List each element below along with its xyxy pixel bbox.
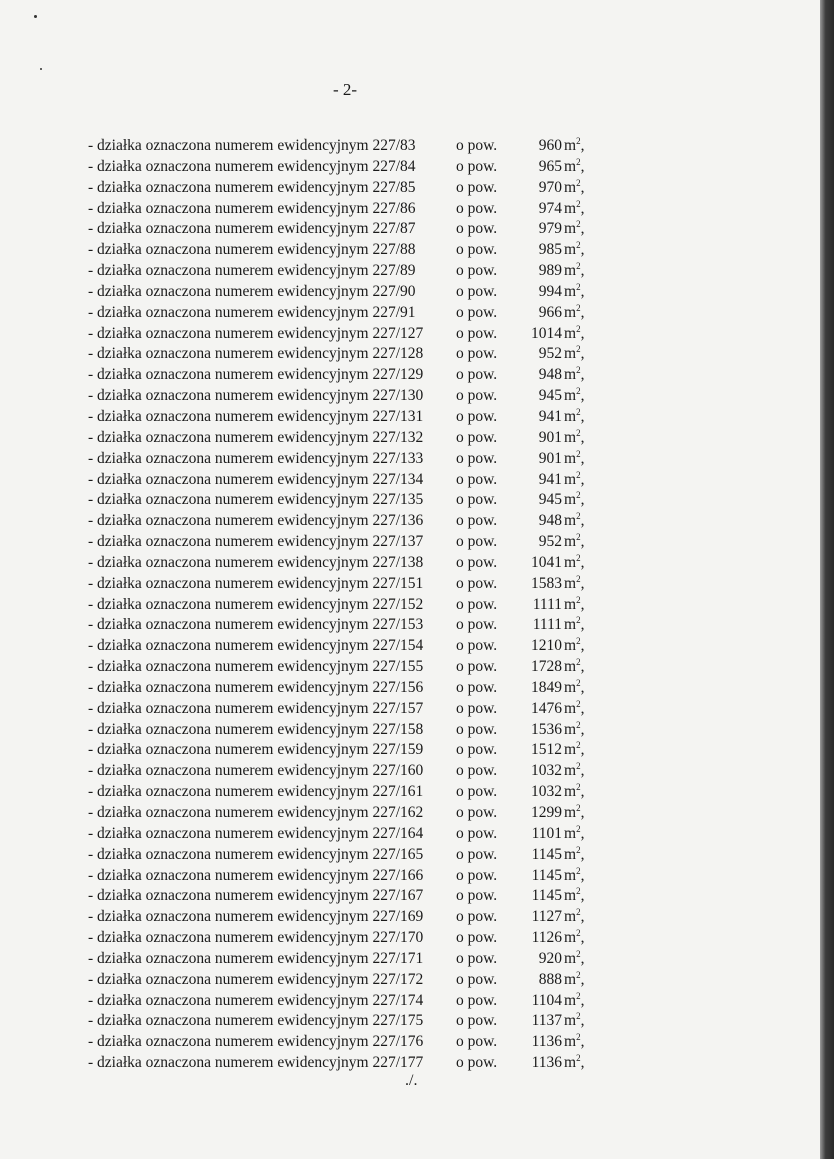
plot-description: - działka oznaczona numerem ewidencyjnym 227/169 [88,908,424,926]
plot-area-value: 945 [538,387,562,405]
plot-area-value: 1145 [531,845,562,863]
plot-area-unit: $m^2$, [564,406,585,425]
plot-row [88,136,584,157]
plot-row [88,595,584,616]
plot-area-label: o pow. [456,345,498,363]
plot-area-unit: $m^2$, [564,698,585,717]
plot-row [88,199,584,220]
plot-area-value: 1041 [531,553,562,571]
plot-area-value: 1512 [531,741,562,759]
plot-area-value: 994 [538,282,562,300]
plot-area-label: o pow. [456,741,498,759]
plot-area-value: 952 [538,345,562,363]
plot-row [88,720,584,741]
plot-area-label: o pow. [456,762,498,780]
plot-area-unit: $m^2$, [564,990,585,1009]
plot-description: - działka oznaczona numerem ewidencyjnym 227/152 [88,595,424,613]
plot-description: - działka oznaczona numerem ewidencyjnym 227/88 [88,241,416,259]
plot-area-unit: $m^2$, [564,219,585,238]
plot-area-label: o pow. [456,949,498,967]
plot-row [88,470,584,491]
plot-area-label: o pow. [456,1012,498,1030]
plot-description: - działka oznaczona numerem ewidencyjnym 227/130 [88,387,424,405]
plot-row [88,1053,584,1074]
plot-area-label: o pow. [456,970,498,988]
plot-area-value: 970 [538,178,562,196]
plot-area-value: 965 [538,157,562,175]
plot-description: - działka oznaczona numerem ewidencyjnym 227/135 [88,491,424,509]
plot-area-unit: $m^2$, [564,136,585,154]
plot-area-label: o pow. [456,678,498,696]
plot-area-label: o pow. [456,1033,498,1051]
plot-area-value: 1111 [532,595,562,613]
plot-row [88,824,584,845]
plot-area-value: 1032 [531,783,562,801]
plot-description: - działka oznaczona numerem ewidencyjnym 227/133 [88,449,424,467]
plot-area-unit: $m^2$, [564,948,585,967]
plot-area-unit: $m^2$, [564,552,585,571]
plot-row [88,886,584,907]
plot-area-unit: $m^2$, [564,886,585,905]
plot-description: - działka oznaczona numerem ewidencyjnym 227/162 [88,804,424,821]
plot-area-value: 1104 [531,991,562,1009]
plot-area-value: 941 [538,470,562,488]
plot-area-unit: $m^2$, [564,761,585,780]
plot-area-unit: $m^2$, [564,844,585,863]
plot-area-label: o pow. [456,804,498,821]
plot-area-unit: $m^2$, [564,198,585,217]
plot-area-label: o pow. [456,178,498,196]
plot-area-value: 1136 [531,1054,562,1072]
plot-area-unit: $m^2$, [564,573,585,592]
plot-area-unit: $m^2$, [564,448,585,467]
plot-area-label: o pow. [456,512,498,530]
plot-description: - działka oznaczona numerem ewidencyjnym 227/85 [88,178,416,196]
plot-row [88,991,584,1012]
plot-row [88,240,584,261]
plot-row [88,636,584,657]
plot-description: - działka oznaczona numerem ewidencyjnym 227/167 [88,887,424,905]
plot-area-unit: $m^2$, [564,677,585,696]
plot-area-unit: $m^2$, [564,344,585,363]
plot-row [88,344,584,365]
plot-area-value: 1536 [531,720,562,738]
plot-description: - działka oznaczona numerem ewidencyjnym 227/138 [88,553,424,571]
plot-area-unit: $m^2$, [564,865,585,884]
plot-area-label: o pow. [456,262,498,280]
plot-row [88,699,584,720]
plot-area-label: o pow. [456,1054,498,1072]
plot-row [88,282,584,303]
plot-row [88,386,584,407]
plot-area-unit: $m^2$, [564,427,585,446]
plot-area-value: 1583 [531,574,562,592]
plot-area-unit: $m^2$, [564,657,585,676]
plot-area-label: o pow. [456,553,498,571]
plot-row [88,511,584,532]
plot-description: - działka oznaczona numerem ewidencyjnym 227/87 [88,220,416,238]
plot-description: - działka oznaczona numerem ewidencyjnym 227/176 [88,1033,424,1051]
plot-area-label: o pow. [456,407,498,425]
plot-description: - działka oznaczona numerem ewidencyjnym 227/127 [88,324,424,342]
plot-row [88,761,584,782]
scan-speck [34,15,37,18]
plot-area-label: o pow. [456,637,498,655]
plot-area-label: o pow. [456,470,498,488]
plot-description: - działka oznaczona numerem ewidencyjnym 227/156 [88,678,424,696]
plot-area-value: 1145 [531,866,562,884]
page-number: - 2- [332,80,358,99]
plot-area-unit: $m^2$, [564,511,585,530]
plot-row [88,970,584,991]
plot-description: - działka oznaczona numerem ewidencyjnym 227/89 [88,262,416,280]
plot-area-label: o pow. [456,324,498,342]
plot-row [88,157,584,178]
plot-description: - działka oznaczona numerem ewidencyjnym 227/175 [88,1012,424,1030]
plot-description: - działka oznaczona numerem ewidencyjnym 227/137 [88,533,424,551]
plot-area-value: 952 [538,533,562,551]
plot-area-unit: $m^2$, [564,1032,585,1051]
plot-area-unit: $m^2$, [564,740,585,759]
plot-area-unit: $m^2$, [564,365,585,384]
plot-row [88,219,584,240]
plot-description: - działka oznaczona numerem ewidencyjnym 227/165 [88,845,424,863]
plot-description: - działka oznaczona numerem ewidencyjnym 227/84 [88,157,416,175]
plot-area-unit: $m^2$, [564,1011,585,1030]
plot-area-unit: $m^2$, [564,1053,585,1072]
plot-area-value: 979 [538,220,562,238]
plot-row [88,1032,584,1053]
plot-description: - działka oznaczona numerem ewidencyjnym 227/157 [88,699,424,717]
plot-area-value: 1101 [531,824,562,842]
plot-description: - działka oznaczona numerem ewidencyjnym 227/161 [88,783,424,801]
scan-speck [40,68,42,70]
plot-area-unit: $m^2$, [564,323,585,342]
plot-area-label: o pow. [456,845,498,863]
plot-area-label: o pow. [456,908,498,926]
plot-area-value: 1136 [531,1033,562,1051]
plot-description: - działka oznaczona numerem ewidencyjnym 227/158 [88,720,424,738]
scan-right-edge [820,0,834,1159]
plot-area-label: o pow. [456,282,498,300]
plot-area-value: 901 [538,428,562,446]
plot-row [88,261,584,282]
plot-row [88,678,584,699]
plot-area-unit: $m^2$, [564,782,585,801]
plot-row [88,178,584,199]
plot-area-value: 1014 [531,324,562,342]
plot-area-label: o pow. [456,699,498,717]
plot-description: - działka oznaczona numerem ewidencyjnym 227/155 [88,658,424,676]
plot-description: - działka oznaczona numerem ewidencyjnym 227/171 [88,949,424,967]
plot-area-unit: $m^2$, [564,803,585,821]
plot-area-label: o pow. [456,866,498,884]
plot-area-label: o pow. [456,241,498,259]
plot-row [88,490,584,511]
plot-area-value: 1476 [531,699,562,717]
plot-row [88,845,584,866]
plot-row [88,949,584,970]
plot-description: - działka oznaczona numerem ewidencyjnym 227/154 [88,637,424,655]
plot-area-label: o pow. [456,887,498,905]
plot-area-value: 1137 [531,1012,562,1030]
plot-description: - działka oznaczona numerem ewidencyjnym 227/160 [88,762,424,780]
plot-description: - działka oznaczona numerem ewidencyjnym 227/86 [88,199,416,217]
plot-area-label: o pow. [456,491,498,509]
plot-area-label: o pow. [456,220,498,238]
plot-area-label: o pow. [456,199,498,217]
plot-area-unit: $m^2$, [564,281,585,300]
plot-area-unit: $m^2$, [564,156,585,175]
plot-area-unit: $m^2$, [564,532,585,551]
plot-area-unit: $m^2$, [564,594,585,613]
plot-row [88,324,584,345]
plot-area-unit: $m^2$, [564,928,585,947]
plot-row [88,657,584,678]
plot-area-value: 985 [538,241,562,259]
plot-area-value: 1032 [531,762,562,780]
plot-area-label: o pow. [456,991,498,1009]
plot-area-unit: $m^2$, [564,969,585,988]
plot-area-value: 960 [538,137,562,154]
plot-row [88,365,584,386]
plot-area-label: o pow. [456,157,498,175]
plot-area-unit: $m^2$, [564,177,585,196]
plot-description: - działka oznaczona numerem ewidencyjnym 227/174 [88,991,424,1009]
plot-area-unit: $m^2$, [564,719,585,738]
plot-row [88,449,584,470]
plot-area-label: o pow. [456,824,498,842]
plot-description: - działka oznaczona numerem ewidencyjnym 227/91 [88,303,416,321]
plot-area-label: o pow. [456,387,498,405]
plot-area-label: o pow. [456,783,498,801]
plot-description: - działka oznaczona numerem ewidencyjnym 227/83 [88,137,416,154]
plot-description: - działka oznaczona numerem ewidencyjnym 227/170 [88,929,424,947]
plot-area-label: o pow. [456,595,498,613]
plot-area-label: o pow. [456,616,498,634]
plot-description: - działka oznaczona numerem ewidencyjnym 227/134 [88,470,424,488]
plot-area-label: o pow. [456,366,498,384]
plot-area-unit: $m^2$, [564,240,585,259]
plot-row [88,1011,584,1032]
plot-description: - działka oznaczona numerem ewidencyjnym 227/128 [88,345,424,363]
plot-description: - działka oznaczona numerem ewidencyjnym 227/164 [88,824,424,842]
plot-row [88,928,584,949]
plot-row [88,407,584,428]
plot-area-unit: $m^2$, [564,302,585,321]
plot-area-label: o pow. [456,428,498,446]
plot-area-label: o pow. [456,449,498,467]
plot-area-value: 1849 [531,678,562,696]
plot-description: - działka oznaczona numerem ewidencyjnym 227/90 [88,282,416,300]
plot-area-value: 1127 [531,908,562,926]
plot-area-label: o pow. [456,929,498,947]
plot-area-label: o pow. [456,658,498,676]
plot-description: - działka oznaczona numerem ewidencyjnym 227/136 [88,512,424,530]
plot-area-value: 1210 [531,637,562,655]
plot-row [88,428,584,449]
plot-area-value: 945 [538,491,562,509]
plot-area-unit: $m^2$, [564,636,585,655]
plot-area-value: 948 [538,366,562,384]
plot-description: - działka oznaczona numerem ewidencyjnym 227/159 [88,741,424,759]
plot-row [88,553,584,574]
plot-row [88,803,584,824]
plot-area-value: 1728 [531,658,562,676]
plot-area-value: 1111 [532,616,562,634]
plot-area-unit: $m^2$, [564,469,585,488]
plot-description: - działka oznaczona numerem ewidencyjnym 227/132 [88,428,424,446]
plot-area-label: o pow. [456,574,498,592]
plot-description: - działka oznaczona numerem ewidencyjnym 227/177 [88,1054,424,1072]
plot-area-label: o pow. [456,137,498,154]
plot-row [88,532,584,553]
plot-area-label: o pow. [456,720,498,738]
continuation-mark: ./. [405,1072,418,1089]
plot-area-label: o pow. [456,533,498,551]
plot-description: - działka oznaczona numerem ewidencyjnym 227/129 [88,366,424,384]
plot-area-value: 1299 [531,804,562,821]
plot-area-value: 989 [538,262,562,280]
plot-area-unit: $m^2$, [564,490,585,509]
plot-description: - działka oznaczona numerem ewidencyjnym 227/131 [88,407,424,425]
plot-area-unit: $m^2$, [564,261,585,280]
plot-description: - działka oznaczona numerem ewidencyjnym 227/172 [88,970,424,988]
plot-row [88,615,584,636]
plot-description: - działka oznaczona numerem ewidencyjnym 227/151 [88,574,424,592]
plot-area-unit: $m^2$, [564,907,585,926]
plot-row [88,303,584,324]
plot-row [88,782,584,803]
plot-area-unit: $m^2$, [564,386,585,405]
plot-description: - działka oznaczona numerem ewidencyjnym 227/153 [88,616,424,634]
plot-row [88,740,584,761]
plot-area-value: 941 [538,407,562,425]
plot-row [88,907,584,928]
plot-row [88,866,584,887]
plot-area-value: 1145 [531,887,562,905]
plot-area-value: 901 [538,449,562,467]
plot-area-value: 888 [538,970,562,988]
plot-area-value: 974 [538,199,562,217]
plot-area-value: 1126 [531,929,562,947]
plot-area-value: 966 [538,303,562,321]
plot-area-value: 920 [538,949,562,967]
plot-area-value: 948 [538,512,562,530]
plot-row [88,574,584,595]
plot-area-unit: $m^2$, [564,615,585,634]
plot-area-label: o pow. [456,303,498,321]
plot-description: - działka oznaczona numerem ewidencyjnym 227/166 [88,866,424,884]
plot-area-unit: $m^2$, [564,823,585,842]
plot-list [88,136,584,1074]
